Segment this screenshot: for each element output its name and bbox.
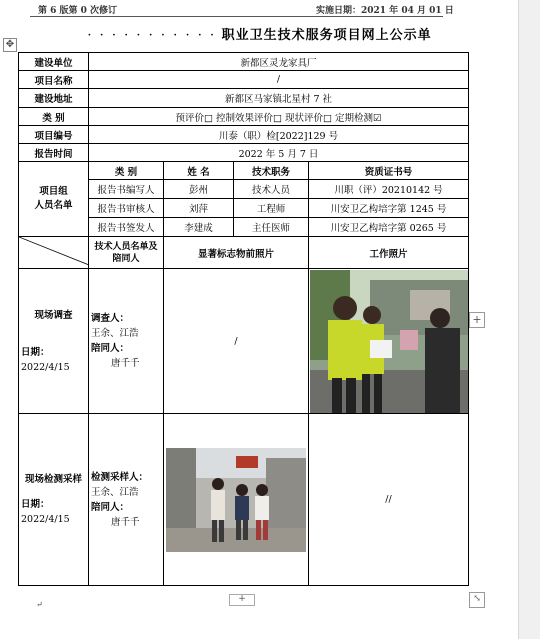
member-name[interactable]: 刘萍 xyxy=(164,199,234,218)
landmark-photo[interactable] xyxy=(166,448,306,552)
investigators[interactable]: 王余、江浩 xyxy=(91,328,139,339)
version-label: 第 6 版第 0 次修订 xyxy=(38,6,118,16)
survey-row xyxy=(19,269,469,414)
header-rule xyxy=(30,16,443,17)
sampling-label-cell xyxy=(19,414,89,586)
row-org xyxy=(19,53,469,71)
row-date xyxy=(19,144,469,162)
member-cert[interactable]: 川安卫乙构培字第 0265 号 xyxy=(309,218,469,237)
page-title xyxy=(0,24,519,43)
org-value[interactable]: 新都区灵龙家具厂 xyxy=(89,53,469,71)
survey-companion[interactable]: 唐千千 xyxy=(111,358,140,369)
investigator-label: 调查人： xyxy=(91,313,130,324)
name-label: 项目名称 xyxy=(19,71,89,89)
member-duty[interactable]: 技术人员 xyxy=(234,180,309,199)
sampler-label: 检测采样人： xyxy=(91,471,149,483)
title-text: 职业卫生技术服务项目网上公示单 xyxy=(221,28,432,43)
member-role[interactable]: 报告书签发人 xyxy=(89,218,164,237)
add-column-icon[interactable]: + xyxy=(469,312,485,328)
member-role[interactable]: 报告书审核人 xyxy=(89,199,164,218)
survey-staff-cell xyxy=(89,269,164,414)
row-type xyxy=(19,108,469,126)
survey-companion-label: 陪同人： xyxy=(91,343,130,354)
survey-date-value[interactable]: 2022/4/15 xyxy=(21,361,70,373)
addr-label: 建设地址 xyxy=(19,89,89,108)
sampling-staff-cell xyxy=(89,414,164,586)
sampling-landmark-photo-cell xyxy=(164,414,309,586)
survey-landmark-value[interactable]: / xyxy=(164,269,309,414)
team-header-row xyxy=(19,162,469,180)
sampling-companion-label: 陪同人： xyxy=(91,501,130,513)
survey-work-photo-cell xyxy=(309,269,469,414)
member-name[interactable]: 彭州 xyxy=(164,180,234,199)
staff-col-head: 技术人员名单及陪同人 xyxy=(89,237,164,269)
survey-label-cell xyxy=(19,269,89,414)
member-duty[interactable]: 主任医师 xyxy=(234,218,309,237)
landmark-col-head: 显著标志物前照片 xyxy=(164,237,309,269)
col-role: 类 别 xyxy=(89,162,164,180)
date-value[interactable]: 2022 年 5 月 7 日 xyxy=(89,144,469,162)
work-photo[interactable] xyxy=(310,270,468,413)
samplers[interactable]: 王余、江浩 xyxy=(91,486,139,498)
effective-date: 实施日期：2021 年 04 月 01 日 xyxy=(316,6,454,16)
sampling-work-value[interactable]: // xyxy=(309,414,469,586)
org-label: 建设单位 xyxy=(19,53,89,71)
col-name: 姓 名 xyxy=(164,162,234,180)
survey-title: 现场调查 xyxy=(34,309,73,321)
sampling-companion[interactable]: 唐千千 xyxy=(111,516,140,528)
add-row-icon[interactable]: + xyxy=(229,594,255,606)
code-label: 项目编号 xyxy=(19,126,89,144)
row-address xyxy=(19,89,469,108)
work-col-head: 工作照片 xyxy=(309,237,469,269)
survey-date-label: 日期： xyxy=(21,346,50,358)
sampling-title: 现场检测采样 xyxy=(24,474,82,485)
diagonal-line xyxy=(19,237,89,265)
table-move-handle-icon[interactable]: ✥ xyxy=(3,38,17,52)
sampling-date-label: 日期： xyxy=(21,499,50,510)
section-header-row xyxy=(19,237,469,269)
team-label xyxy=(19,162,89,237)
table-resize-icon[interactable]: ⤡ xyxy=(469,592,485,608)
diagonal-cell xyxy=(19,237,89,269)
vertical-scrollbar[interactable] xyxy=(518,0,540,639)
member-name[interactable]: 李建成 xyxy=(164,218,234,237)
publicity-table xyxy=(18,52,469,586)
row-code xyxy=(19,126,469,144)
team-label-line1: 项目组 xyxy=(39,186,68,197)
title-dots: · · · · · · · · · · · xyxy=(87,28,217,43)
name-value[interactable]: / xyxy=(89,71,469,89)
type-label: 类 别 xyxy=(19,108,89,126)
sampling-date-value[interactable]: 2022/4/15 xyxy=(21,514,70,525)
col-duty: 技术职务 xyxy=(234,162,309,180)
team-label-line2: 人员名单 xyxy=(34,200,73,211)
date-label: 报告时间 xyxy=(19,144,89,162)
addr-value[interactable]: 新都区马家镇北星村 7 社 xyxy=(89,89,469,108)
member-cert[interactable]: 川安卫乙构培字第 1245 号 xyxy=(309,199,469,218)
sampling-row xyxy=(19,414,469,586)
paragraph-mark-icon: ↵ xyxy=(36,600,43,609)
code-value[interactable]: 川泰（职）检[2022]129 号 xyxy=(89,126,469,144)
member-duty[interactable]: 工程师 xyxy=(234,199,309,218)
type-value[interactable]: 预评价□ 控制效果评价□ 现状评价□ 定期检测☑ xyxy=(89,108,469,126)
row-name xyxy=(19,71,469,89)
member-cert[interactable]: 川职（评）20210142 号 xyxy=(309,180,469,199)
member-role[interactable]: 报告书编写人 xyxy=(89,180,164,199)
col-cert: 资质证书号 xyxy=(309,162,469,180)
